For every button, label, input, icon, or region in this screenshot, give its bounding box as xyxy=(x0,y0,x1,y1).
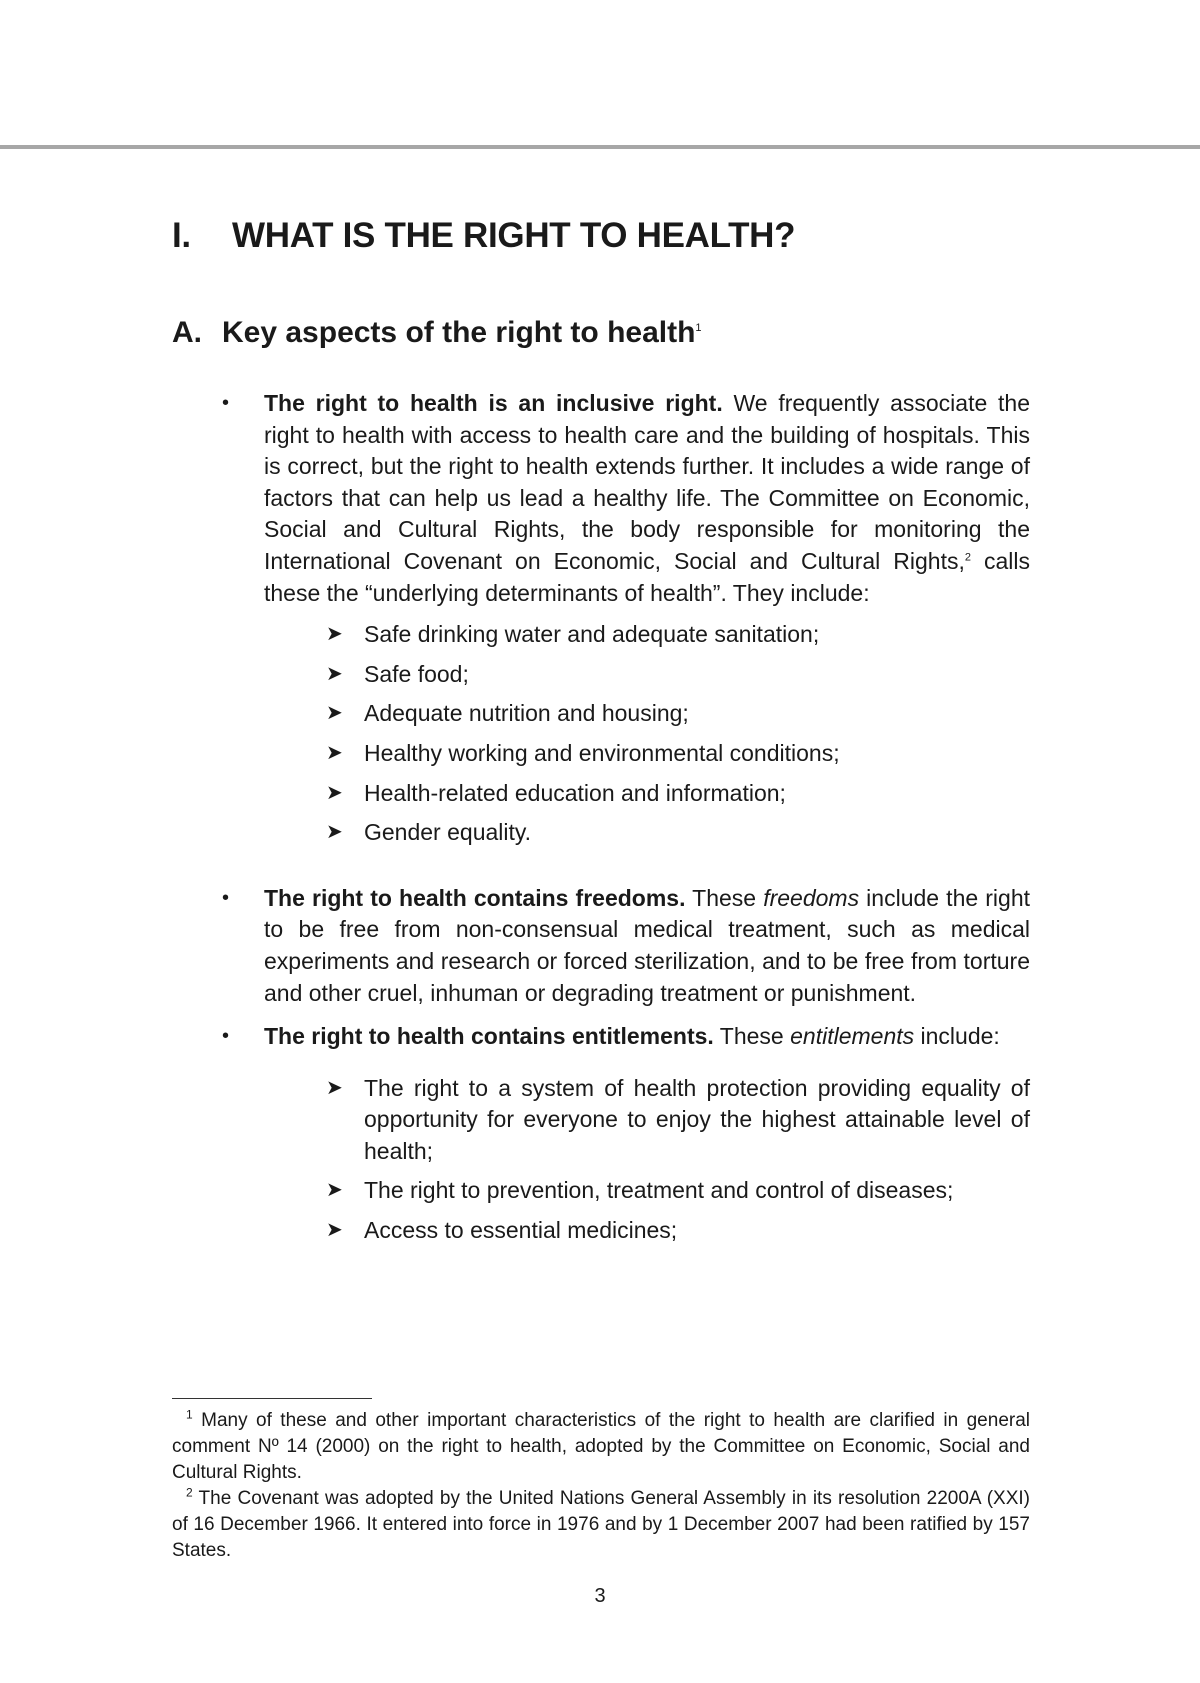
list-item-text: Health-related education and information; xyxy=(364,779,786,806)
footnote-ref: 2 xyxy=(964,551,971,564)
list-item-text: Gender equality. xyxy=(364,819,532,846)
bullet-text: We frequently associate the right to health with access to health care and the building of hospitals. This is correct, but the right to health extends further. It includes a wide range of factors that can help us lead a healthy life. The Committee on Economic, Social and Cultural Rights, the body responsible for monitoring the International Covenant on Economic, Social and Cultural Rights, xyxy=(264,390,1030,574)
list-item-text: Safe drinking water and adequate sanitation; xyxy=(364,621,820,648)
list-item-text: Safe food; xyxy=(364,660,469,687)
bullet-text: include: xyxy=(914,1023,1000,1050)
arrowhead-icon: ➤ xyxy=(326,741,343,764)
list-item xyxy=(264,659,1030,691)
footnote xyxy=(172,1486,1030,1564)
list-item xyxy=(264,738,1030,770)
determinants-list xyxy=(264,619,1030,849)
list-item xyxy=(264,1073,1030,1168)
section-title xyxy=(172,316,702,350)
list-item xyxy=(264,698,1030,730)
list-item-text: The right to a system of health protection providing equality of opportunity for everyone to enjoy the highest attainable level of health; xyxy=(364,1074,1030,1164)
list-item xyxy=(264,619,1030,651)
bullet-emphasis: entitlements xyxy=(790,1023,915,1050)
bullet-dot-icon: • xyxy=(222,886,230,909)
header-rule xyxy=(0,145,1200,149)
bullet-emphasis: freedoms xyxy=(763,884,860,911)
list-item-text: Adequate nutrition and housing; xyxy=(364,700,689,727)
arrowhead-icon: ➤ xyxy=(326,1179,343,1202)
footnote-number: 2 xyxy=(186,1485,193,1500)
bullet-text: These xyxy=(713,1023,791,1050)
bullet-lead: The right to health contains freedoms. xyxy=(264,884,686,911)
bullet-dot-icon: • xyxy=(222,392,230,414)
list-item xyxy=(264,817,1030,849)
bullet-inclusive-right xyxy=(222,388,1030,849)
bullet-text: include the right to be free from non-consensual medical treatment, such as medical experiments and research or forced sterilization, and to be free from torture and other cruel, inhuman or degrading treatment or punishment. xyxy=(264,884,1031,1006)
arrowhead-icon: ➤ xyxy=(326,702,343,725)
footnote-text: Many of these and other important characteristics of the right to health are clarified in general comment Nº 14 (2000) on the right to health, adopted by the Committee on Economic, Social and Cultural Rights. xyxy=(172,1410,1030,1483)
bullet-entitlements xyxy=(222,1021,1030,1247)
footnote xyxy=(172,1408,1030,1486)
arrowhead-icon: ➤ xyxy=(326,781,343,804)
chapter-title-text: WHAT IS THE RIGHT TO HEALTH? xyxy=(232,216,796,255)
footnote-ref: 1 xyxy=(695,322,702,334)
main-content xyxy=(222,388,1030,1259)
footnote-number: 1 xyxy=(186,1407,193,1422)
footnote-text: The Covenant was adopted by the United Nations General Assembly in its resolution 2200A (XXI) of 16 December 1966. It entered into force in 1976 and by 1 December 2007 had been ratified by 157 States. xyxy=(172,1488,1030,1561)
page-number: 3 xyxy=(594,1585,606,1607)
list-item xyxy=(264,1175,1030,1207)
bullet-text: calls these the “underlying determinants of health”. They include: xyxy=(264,547,1030,606)
list-item xyxy=(264,1215,1030,1247)
bullet-lead: The right to health is an inclusive right. xyxy=(264,390,723,416)
arrowhead-icon: ➤ xyxy=(326,1076,343,1099)
bullet-freedoms xyxy=(222,883,1030,1009)
arrowhead-icon: ➤ xyxy=(326,623,343,646)
entitlements-list xyxy=(264,1073,1030,1247)
arrowhead-icon: ➤ xyxy=(326,1219,343,1242)
bullet-dot-icon: • xyxy=(222,1025,230,1048)
section-letter: A. xyxy=(172,316,202,349)
chapter-number: I. xyxy=(172,216,191,255)
list-item-text: The right to prevention, treatment and control of diseases; xyxy=(364,1177,954,1204)
arrowhead-icon: ➤ xyxy=(326,662,343,685)
bullet-text: These xyxy=(685,884,764,911)
list-item xyxy=(264,778,1030,810)
list-item-text: Healthy working and environmental conditions; xyxy=(364,739,840,766)
section-title-text: Key aspects of the right to health xyxy=(222,316,696,349)
bullet-lead: The right to health contains entitlements. xyxy=(264,1023,714,1050)
footnotes xyxy=(172,1408,1030,1564)
arrowhead-icon: ➤ xyxy=(326,821,343,844)
footnote-separator xyxy=(172,1398,372,1399)
list-item-text: Access to essential medicines; xyxy=(364,1217,678,1244)
chapter-title xyxy=(172,216,795,256)
